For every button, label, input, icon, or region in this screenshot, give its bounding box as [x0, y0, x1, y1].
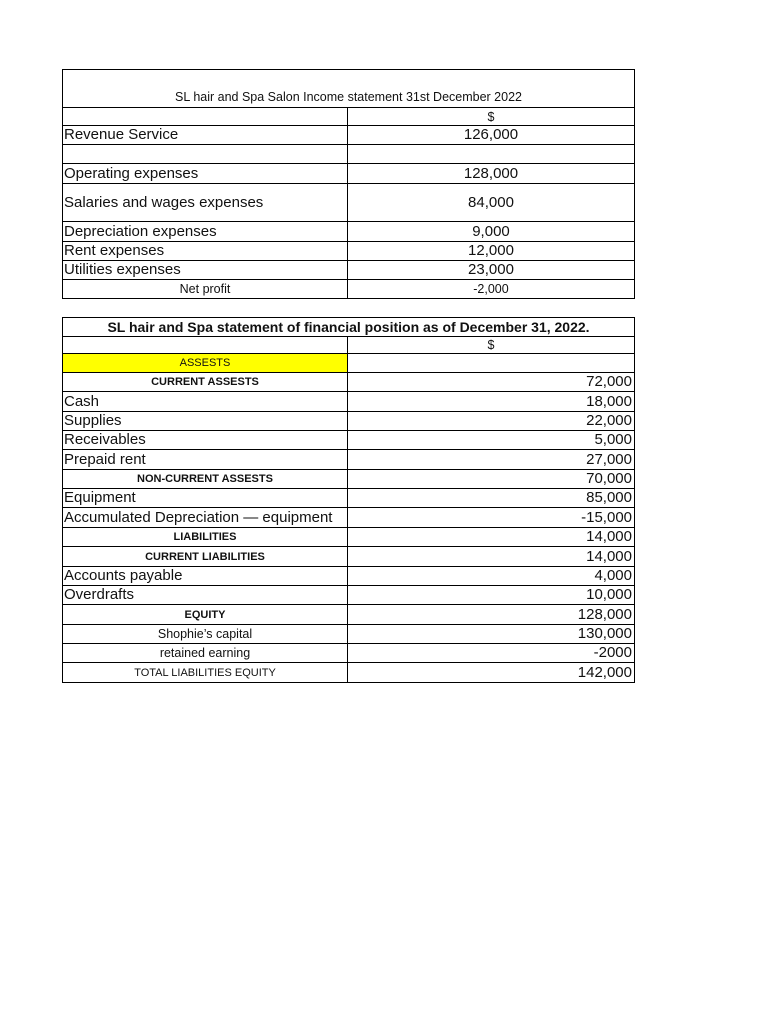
operating-expenses-value: 128,000: [348, 164, 635, 184]
salaries-wages-expenses-label: Salaries and wages expenses: [63, 184, 348, 222]
operating-expenses-label: Operating expenses: [63, 164, 348, 184]
retained-earning-value: -2000: [348, 644, 635, 663]
net-profit-value: -2,000: [348, 280, 635, 299]
empty-cell: [63, 337, 348, 354]
financial-position-title: SL hair and Spa statement of financial position as of December 31, 2022.: [63, 318, 635, 337]
assets-header: ASSESTS: [63, 354, 348, 373]
depreciation-expenses-label: Depreciation expenses: [63, 222, 348, 242]
prepaid-rent-label: Prepaid rent: [63, 450, 348, 470]
accumulated-depreciation-label: Accumulated Depreciation — equipment: [63, 508, 348, 528]
retained-earning-label: retained earning: [63, 644, 348, 663]
financial-position-table: [62, 317, 635, 683]
rent-expenses-label: Rent expenses: [63, 242, 348, 261]
equipment-label: Equipment: [63, 489, 348, 508]
total-liabilities-equity-label: TOTAL LIABILITIES EQUITY: [63, 663, 348, 683]
net-profit-label: Net profit: [63, 280, 348, 299]
income-statement-title: SL hair and Spa Salon Income statement 31st December 2022: [63, 70, 635, 108]
current-assets-total: 72,000: [348, 373, 635, 392]
empty-cell: [348, 354, 635, 373]
salaries-wages-expenses-value: 84,000: [348, 184, 635, 222]
current-assets-label: CURRENT ASSESTS: [63, 373, 348, 392]
total-liabilities-equity-value: 142,000: [348, 663, 635, 683]
non-current-assets-label: NON-CURRENT ASSESTS: [63, 470, 348, 489]
accumulated-depreciation-value: -15,000: [348, 508, 635, 528]
owner-capital-value: 130,000: [348, 625, 635, 644]
overdrafts-value: 10,000: [348, 586, 635, 605]
current-liabilities-label: CURRENT LIABILITIES: [63, 547, 348, 567]
empty-cell: [348, 145, 635, 164]
accounts-payable-label: Accounts payable: [63, 567, 348, 586]
currency-header: $: [348, 108, 635, 126]
receivables-value: 5,000: [348, 431, 635, 450]
income-statement-table: [62, 69, 635, 299]
equity-label: EQUITY: [63, 605, 348, 625]
utilities-expenses-value: 23,000: [348, 261, 635, 280]
liabilities-label: LIABILITIES: [63, 528, 348, 547]
supplies-value: 22,000: [348, 412, 635, 431]
liabilities-total: 14,000: [348, 528, 635, 547]
rent-expenses-value: 12,000: [348, 242, 635, 261]
receivables-label: Receivables: [63, 431, 348, 450]
cash-value: 18,000: [348, 392, 635, 412]
revenue-service-value: 126,000: [348, 126, 635, 145]
current-liabilities-total: 14,000: [348, 547, 635, 567]
utilities-expenses-label: Utilities expenses: [63, 261, 348, 280]
empty-cell: [63, 145, 348, 164]
empty-cell: [63, 108, 348, 126]
supplies-label: Supplies: [63, 412, 348, 431]
revenue-service-label: Revenue Service: [63, 126, 348, 145]
currency-header: $: [348, 337, 635, 354]
cash-label: Cash: [63, 392, 348, 412]
non-current-assets-total: 70,000: [348, 470, 635, 489]
accounts-payable-value: 4,000: [348, 567, 635, 586]
equipment-value: 85,000: [348, 489, 635, 508]
prepaid-rent-value: 27,000: [348, 450, 635, 470]
overdrafts-label: Overdrafts: [63, 586, 348, 605]
depreciation-expenses-value: 9,000: [348, 222, 635, 242]
equity-total: 128,000: [348, 605, 635, 625]
owner-capital-label: Shophie’s capital: [63, 625, 348, 644]
